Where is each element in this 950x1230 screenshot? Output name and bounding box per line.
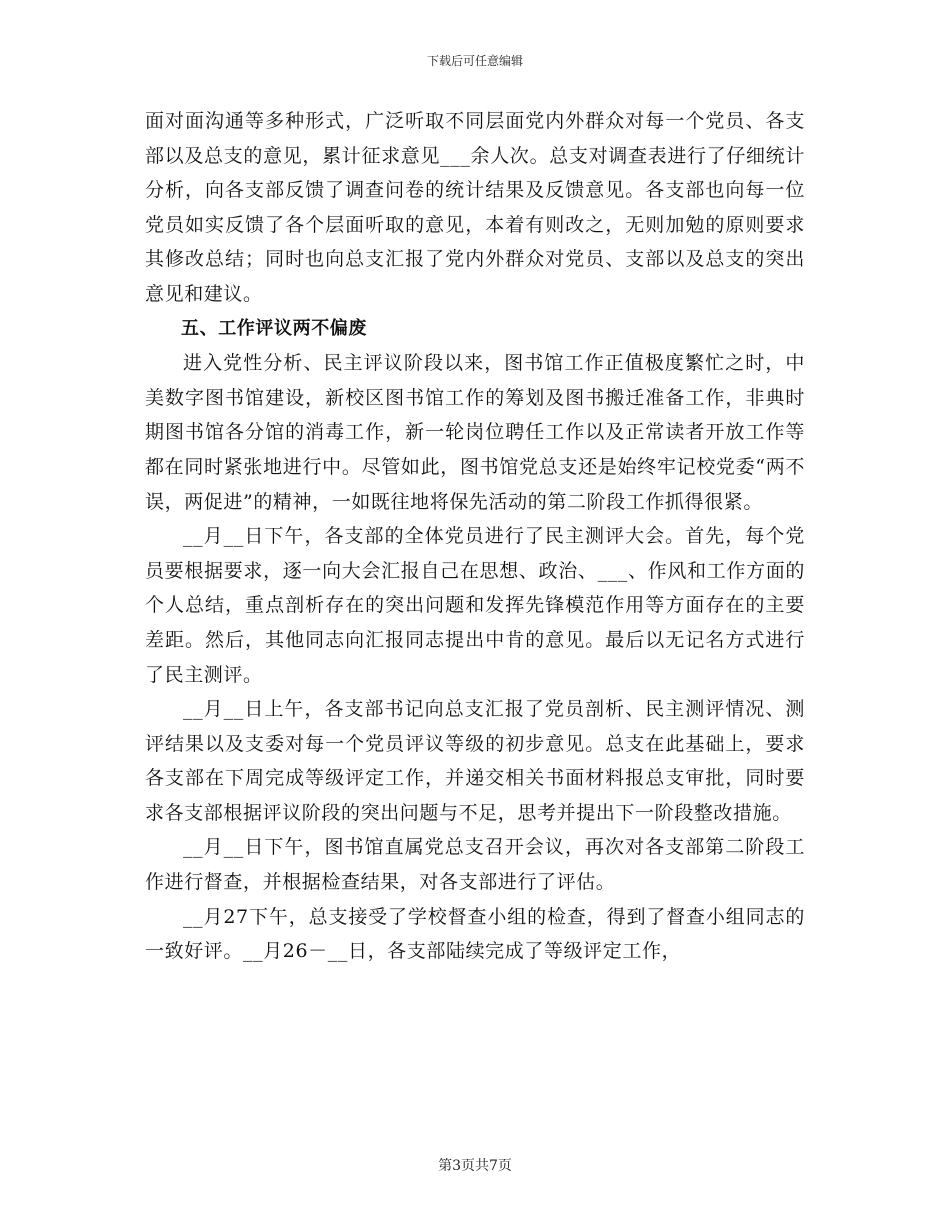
paragraph-democratic-assessment: __月__日下午，各支部的全体党员进行了民主测评大会。首先，每个党员要根据要求，逐一向大会汇报自己在思想、政治、___、作风和工作方面的个人总结，重点剖析存在的突出问题和发挥先锋模范作用等方面存在的主要差距。然后，其他同志向汇报同志提出中肯的意见。最后以无记名方式进行了民主测评。 (145, 525, 805, 686)
section-heading-five: 五、工作评议两不偏废 (181, 317, 367, 339)
paragraph-inspection: __月27下午，总支接受了学校督查小组的检查，得到了督查小组同志的一致好评。__月26－__日，各支部陆续完成了等级评定工作， (145, 905, 805, 963)
paragraph-general-branch-meeting: __月__日下午，图书馆直属党总支召开会议，再次对各支部第二阶段工作进行督查，并根据检查结果，对各支部进行了评估。 (145, 836, 805, 894)
paragraph-evaluation-stage: 进入党性分析、民主评议阶段以来，图书馆工作正值极度繁忙之时，中美数字图书馆建设，新校区图书馆工作的筹划及图书搬迁准备工作，非典时期图书馆各分馆的消毒工作，新一轮岗位聘任工作以及正常读者开放工作等都在同时紧张地进行中。尽管如此，图书馆党总支还是始终牢记校党委“两不误，两促进”的精神，一如既往地将保先活动的第二阶段工作抓得很紧。 (145, 352, 805, 513)
paragraph-branch-report: __月__日上午，各支部书记向总支汇报了党员剖析、民主测评情况、测评结果以及支委对每一个党员评议等级的初步意见。总支在此基础上，要求各支部在下周完成等级评定工作，并递交相关书面材料报总支审批，同时要求各支部根据评议阶段的突出问题与不足，思考并提出下一阶段整改措施。 (145, 698, 805, 824)
paragraph-feedback-summary: 面对面沟通等多种形式，广泛听取不同层面党内外群众对每一个党员、各支部以及总支的意见，累计征求意见___余人次。总支对调查表进行了仔细统计分析，向各支部反馈了调查问卷的统计结果及反馈意见。各支部也向每一位党员如实反馈了各个层面听取的意见，本着有则改之，无则加勉的原则要求其修改总结；同时也向总支汇报了党内外群众对党员、支部以及总支的突出意见和建议。 (145, 110, 805, 305)
document-body (145, 104, 805, 969)
page-header-note: 下载后可任意编辑 (426, 54, 523, 68)
page-number: 第3页共7页 (438, 1158, 512, 1174)
